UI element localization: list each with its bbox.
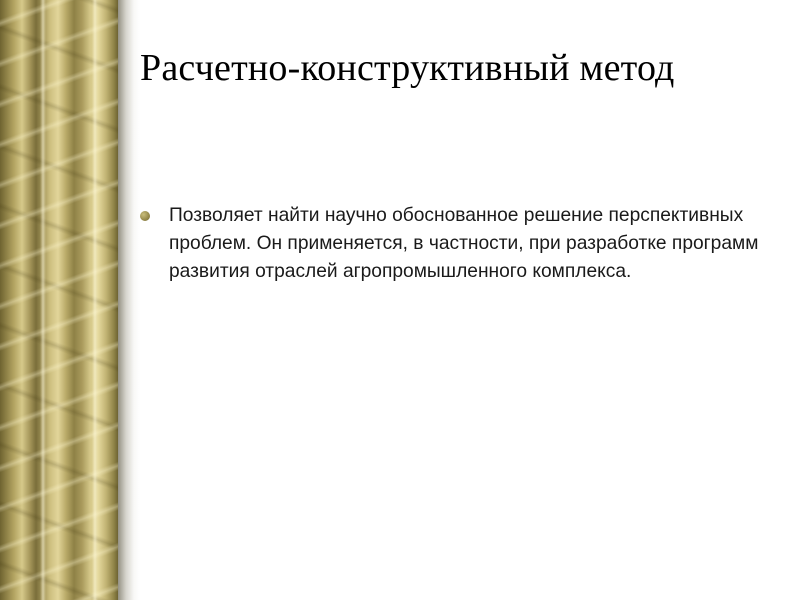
bullet-list bbox=[138, 202, 768, 286]
column-texture bbox=[0, 0, 118, 600]
bullet-dot-icon bbox=[140, 211, 150, 221]
bullet-item bbox=[138, 202, 768, 286]
bullet-text: Позволяет найти научно обоснованное решение перспективных проблем. Он применяется, в частности, при разработке программ развития отраслей агропромышленного комплекса. bbox=[169, 205, 759, 282]
column-highlight bbox=[92, 0, 98, 600]
column-highlight bbox=[40, 0, 46, 600]
slide-body bbox=[138, 202, 768, 286]
slide-title: Расчетно-конструктивный метод bbox=[140, 47, 675, 89]
column-shadow bbox=[118, 0, 140, 600]
